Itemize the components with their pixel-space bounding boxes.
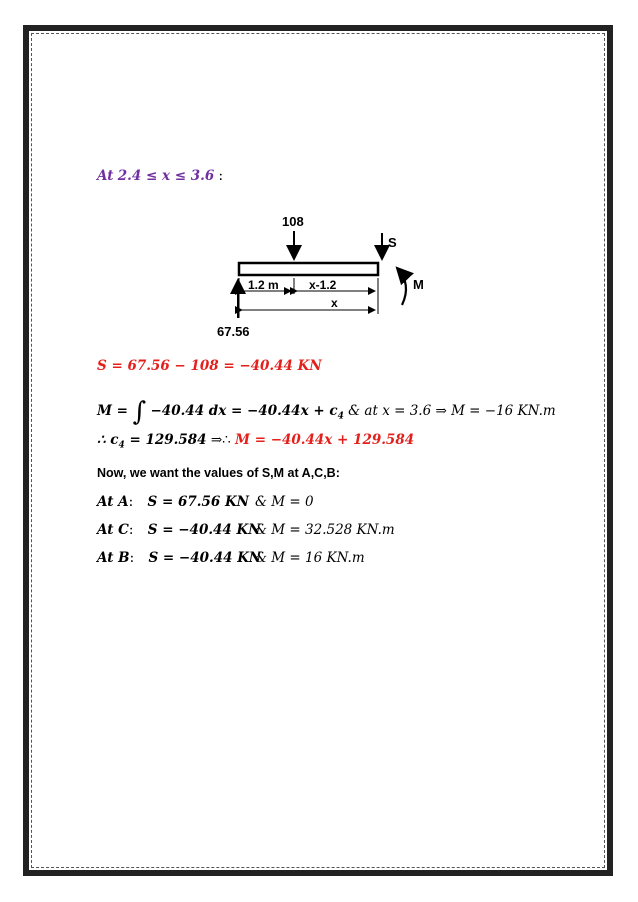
moment-sub: 4 [337, 411, 344, 422]
constant-result: M = −40.44x + 129.584 [235, 432, 415, 448]
load-label: 108 [282, 214, 304, 229]
moment-condition: & at x = 3.6 ⇒ M = −16 KN.m [343, 403, 556, 419]
constant-prefix: ∴ c [97, 432, 119, 448]
heading-colon: : [218, 168, 224, 184]
point-c-row: At C: S = −40.44 KN & M = 32.528 KN.m [97, 522, 395, 538]
moment-integrand: −40.44 dx = −40.44x + c [150, 403, 338, 419]
point-a-moment: & M = 0 [255, 494, 314, 510]
integral-sign: ∫ [132, 397, 147, 427]
point-c-label: At C [97, 522, 129, 538]
shear-equation: S = 67.56 − 108 = −40.44 KN [97, 358, 322, 374]
constant-arrow: ⇒∴ [206, 432, 236, 448]
moment-lhs: M = [97, 403, 133, 419]
reaction-label: 67.56 [217, 324, 250, 339]
point-b-shear: S = −40.44 KN [148, 550, 262, 566]
heading-at: At [97, 168, 114, 184]
moment-integral-equation [97, 392, 556, 427]
dim-label-x: x [331, 296, 338, 310]
point-a-label: At A [97, 494, 129, 510]
moment-label: M [413, 277, 424, 292]
point-b-row: At B: S = −40.44 KN & M = 16 KN.m [97, 550, 365, 566]
constant-equation [97, 432, 414, 451]
statement-text: Now, we want the values of S,M at A,C,B: [97, 466, 340, 480]
point-c-shear: S = −40.44 KN [147, 522, 261, 538]
dim-label-a: 1.2 m [248, 278, 279, 292]
heading-range: 2.4 ≤ x ≤ 3.6 [117, 168, 215, 184]
shear-label: S [388, 235, 397, 250]
section-heading [97, 168, 223, 184]
point-b-label: At B [97, 550, 130, 566]
constant-sub: 4 [118, 440, 125, 451]
point-c-moment: & M = 32.528 KN.m [255, 522, 395, 538]
point-a-shear: S = 67.56 KN [147, 494, 250, 510]
point-a-row: At A: S = 67.56 KN & M = 0 [97, 494, 314, 510]
dim-label-b: x-1.2 [309, 278, 337, 292]
constant-value: = 129.584 [124, 432, 207, 448]
point-b-moment: & M = 16 KN.m [255, 550, 365, 566]
